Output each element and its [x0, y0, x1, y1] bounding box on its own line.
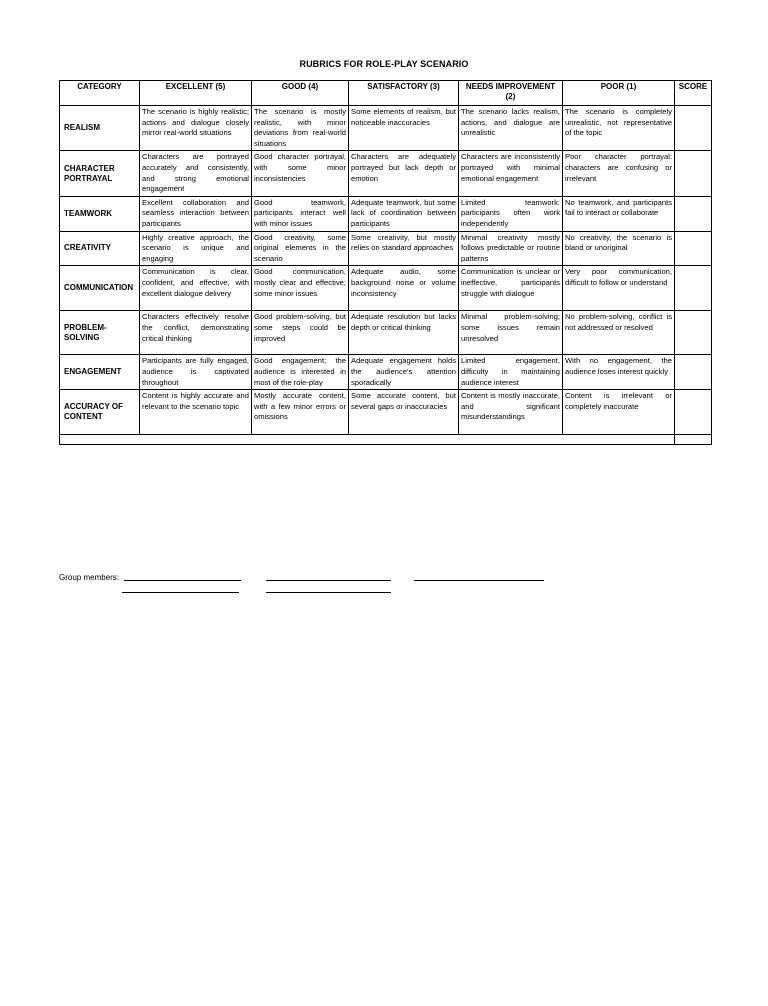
group-member-line-4[interactable]: [122, 592, 239, 593]
group-member-line-5[interactable]: [266, 592, 391, 593]
header-satisfactory: SATISFACTORY (3): [349, 81, 459, 106]
needs-improvement-cell: Characters are inconsistently portrayed with minimal emotional engagement: [459, 151, 563, 196]
needs-improvement-cell: Communication is unclear or ineffective, participants struggle with dialogue: [459, 266, 563, 311]
poor-cell: No teamwork, and participants fail to interact or collaborate: [563, 196, 675, 231]
category-cell: PROBLEM-SOLVING: [60, 311, 140, 355]
group-member-line-1[interactable]: [124, 580, 241, 581]
score-cell[interactable]: [675, 196, 712, 231]
group-member-line-2[interactable]: [266, 580, 391, 581]
category-cell: REALISM: [60, 106, 140, 151]
score-cell[interactable]: [675, 231, 712, 266]
total-row: [60, 435, 712, 445]
needs-improvement-cell: Minimal creativity mostly follows predictable or routine patterns: [459, 231, 563, 266]
header-row: [60, 81, 712, 106]
poor-cell: The scenario is completely unrealistic, not representative of the topic: [563, 106, 675, 151]
poor-cell: With no engagement, the audience loses interest quickly: [563, 355, 675, 390]
excellent-cell: Content is highly accurate and relevant to the scenario topic: [140, 390, 252, 435]
needs-improvement-cell: Content is mostly inaccurate, and significant misunderstandings: [459, 390, 563, 435]
rubric-row-accuracy-of-content: [60, 390, 712, 435]
excellent-cell: The scenario is highly realistic; actions and dialogue closely mirror real-world situations: [140, 106, 252, 151]
poor-cell: Very poor communication, difficult to follow or understand: [563, 266, 675, 311]
poor-cell: Content is irrelevant or completely inaccurate: [563, 390, 675, 435]
excellent-cell: Highly creative approach, the scenario is unique and engaging: [140, 231, 252, 266]
header-poor: POOR (1): [563, 81, 675, 106]
rubric-row-realism: [60, 106, 712, 151]
good-cell: Good creativity, some original elements in the scenario: [252, 231, 349, 266]
header-needs-improvement: NEEDS IMPROVEMENT (2): [459, 81, 563, 106]
satisfactory-cell: Some elements of realism, but noticeable inaccuracies: [349, 106, 459, 151]
score-cell[interactable]: [675, 151, 712, 196]
poor-cell: Poor character portrayal: characters are confusing or irrelevant: [563, 151, 675, 196]
header-excellent: EXCELLENT (5): [140, 81, 252, 106]
rubric-row-engagement: [60, 355, 712, 390]
good-cell: Good character portrayal, with some minor inconsistencies: [252, 151, 349, 196]
satisfactory-cell: Adequate teamwork, but some lack of coordination between participants: [349, 196, 459, 231]
satisfactory-cell: Adequate resolution but lacks depth or critical thinking: [349, 311, 459, 355]
page-title: RUBRICS FOR ROLE-PLAY SCENARIO: [299, 59, 469, 69]
score-cell[interactable]: [675, 266, 712, 311]
category-cell: COMMUNICATION: [60, 266, 140, 311]
category-cell: ENGAGEMENT: [60, 355, 140, 390]
group-members-label: Group members:: [59, 573, 120, 582]
satisfactory-cell: Characters are adequately portrayed but lack depth or emotion: [349, 151, 459, 196]
header-good: GOOD (4): [252, 81, 349, 106]
rubric-row-character-portrayal: [60, 151, 712, 196]
needs-improvement-cell: Limited engagement, difficulty in maintaining audience interest: [459, 355, 563, 390]
excellent-cell: Excellent collaboration and seamless interaction between participants: [140, 196, 252, 231]
good-cell: Good engagement; the audience is interested in most of the role-play: [252, 355, 349, 390]
total-label-cell: [60, 435, 675, 445]
satisfactory-cell: Adequate engagement holds the audience's attention sporadically: [349, 355, 459, 390]
category-cell: CREATIVITY: [60, 231, 140, 266]
good-cell: Good teamwork, participants interact well with minor issues: [252, 196, 349, 231]
good-cell: Good problem-solving, but some steps could be improved: [252, 311, 349, 355]
poor-cell: No creativity, the scenario is bland or unoriginal: [563, 231, 675, 266]
needs-improvement-cell: The scenario lacks realism, actions, and dialogue are unrealistic: [459, 106, 563, 151]
satisfactory-cell: Some creativity, but mostly relies on standard approaches: [349, 231, 459, 266]
satisfactory-cell: Some accurate content, but several gaps or inaccuracies: [349, 390, 459, 435]
excellent-cell: Participants are fully engaged, audience is captivated throughout: [140, 355, 252, 390]
category-cell: TEAMWORK: [60, 196, 140, 231]
poor-cell: No problem-solving, conflict is not addressed or resolved: [563, 311, 675, 355]
rubric-row-teamwork: [60, 196, 712, 231]
rubric-row-problem-solving: [60, 311, 712, 355]
excellent-cell: Characters are portrayed accurately and consistently, and strong emotional engagement: [140, 151, 252, 196]
header-category: CATEGORY: [60, 81, 140, 106]
rubric-row-creativity: [60, 231, 712, 266]
total-score-cell[interactable]: [675, 435, 712, 445]
needs-improvement-cell: Limited teamwork: participants often work independently: [459, 196, 563, 231]
category-cell: CHARACTER PORTRAYAL: [60, 151, 140, 196]
score-cell[interactable]: [675, 311, 712, 355]
rubric-row-communication: [60, 266, 712, 311]
score-cell[interactable]: [675, 106, 712, 151]
excellent-cell: Communication is clear, confident, and effective, with excellent dialogue delivery: [140, 266, 252, 311]
score-cell[interactable]: [675, 355, 712, 390]
needs-improvement-cell: Minimal problem-solving; some issues remain unresolved: [459, 311, 563, 355]
good-cell: The scenario is mostly realistic, with minor deviations from real-world situations: [252, 106, 349, 151]
group-member-line-3[interactable]: [414, 580, 544, 581]
category-cell: ACCURACY OF CONTENT: [60, 390, 140, 435]
good-cell: Good communication, mostly clear and effective; some minor issues: [252, 266, 349, 311]
score-cell[interactable]: [675, 390, 712, 435]
rubric-table: [59, 80, 712, 445]
excellent-cell: Characters effectively resolve the conflict, demonstrating critical thinking: [140, 311, 252, 355]
header-score: SCORE: [675, 81, 712, 106]
satisfactory-cell: Adequate audio, some background noise or volume inconsistency: [349, 266, 459, 311]
good-cell: Mostly accurate content, with a few minor errors or omissions: [252, 390, 349, 435]
